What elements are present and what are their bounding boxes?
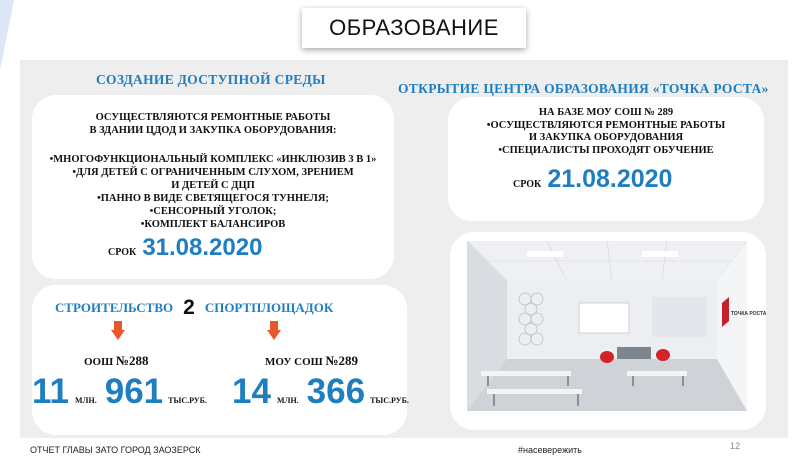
left-section-heading: СОЗДАНИЕ ДОСТУПНОЙ СРЕДЫ xyxy=(96,72,326,87)
mln-label: МЛН. xyxy=(276,396,299,405)
deadline-label: СРОК xyxy=(513,179,542,190)
equipment-list xyxy=(32,153,394,231)
construction-heading xyxy=(55,296,333,320)
amount-ths: 366 xyxy=(306,372,366,411)
deadline-label: СРОК xyxy=(108,247,137,258)
school-prefix: МОУ СОШ xyxy=(265,356,326,368)
classroom-illustration xyxy=(467,241,767,411)
list-item: •ДЛЯ ДЕТЕЙ С ОГРАНИЧЕННЫМ СЛУХОМ, ЗРЕНИЕМ xyxy=(72,167,354,178)
list-item: •СЕНСОРНЫЙ УГОЛОК; xyxy=(149,206,277,217)
mln-label: МЛН. xyxy=(75,396,97,405)
intro-text xyxy=(32,111,394,137)
footer-hashtag: #насевережить xyxy=(518,445,582,455)
info-line: •ОСУЩЕСТВЛЯЮТСЯ РЕМОНТНЫЕ РАБОТЫ xyxy=(486,119,726,131)
sports-grounds-word: СПОРТПЛОЩАДОК xyxy=(204,300,334,315)
growth-center-text xyxy=(448,107,764,157)
growth-center-card xyxy=(448,97,764,221)
school-number: №288 xyxy=(115,353,149,368)
construction-word: СТРОИТЕЛЬСТВО xyxy=(55,300,174,315)
construction-count: 2 xyxy=(183,296,195,319)
deadline-date: 31.08.2020 xyxy=(142,234,263,261)
amount-289 xyxy=(232,372,409,412)
school-name-289 xyxy=(265,353,358,369)
right-deadline xyxy=(513,165,672,194)
arrow-down-icon xyxy=(111,321,125,341)
amount-mln: 14 xyxy=(232,372,271,411)
info-line: И ЗАКУПКА ОБОРУДОВАНИЯ xyxy=(528,132,684,143)
page-number: 12 xyxy=(730,441,741,451)
footer-report-title: ОТЧЕТ ГЛАВЫ ЗАТО ГОРОД ЗАОЗЕРСК xyxy=(30,445,201,455)
school-prefix: ООШ xyxy=(84,356,116,368)
ths-label: ТЫС.РУБ. xyxy=(168,396,207,405)
ths-label: ТЫС.РУБ. xyxy=(370,396,409,405)
amount-mln: 11 xyxy=(32,372,69,411)
school-number: №289 xyxy=(325,353,359,368)
amount-288 xyxy=(32,372,207,412)
intro-line: В ЗДАНИИ ЦДОД И ЗАКУПКА ОБОРУДОВАНИЯ: xyxy=(89,125,337,136)
deadline-date: 21.08.2020 xyxy=(547,165,673,193)
school-name-288 xyxy=(84,353,149,369)
amount-ths: 961 xyxy=(104,372,164,411)
list-item: •МНОГОФУНКЦИОНАЛЬНЫЙ КОМПЛЕКС «ИНКЛЮЗИВ 3 В 1» xyxy=(49,154,377,165)
growth-point-logo: ТОЧКА РОСТА xyxy=(731,311,767,317)
list-item: •КОМПЛЕКТ БАЛАНСИРОВ xyxy=(140,219,286,230)
list-item: •ПАННО В ВИДЕ СВЕТЯЩЕГОСЯ ТУННЕЛЯ; xyxy=(97,193,329,204)
corner-decoration xyxy=(0,0,14,70)
classroom-photo xyxy=(467,241,767,411)
right-section-heading: ОТКРЫТИЕ ЦЕНТРА ОБРАЗОВАНИЯ «ТОЧКА РОСТА» xyxy=(398,81,769,96)
page-title: ОБРАЗОВАНИЕ xyxy=(302,8,526,48)
left-deadline xyxy=(108,234,262,262)
info-line: НА БАЗЕ МОУ СОШ № 289 xyxy=(538,107,674,118)
info-line: •СПЕЦИАЛИСТЫ ПРОХОДЯТ ОБУЧЕНИЕ xyxy=(498,144,714,156)
list-item: И ДЕТЕЙ С ДЦП xyxy=(171,180,255,191)
accessible-environment-card xyxy=(32,95,394,279)
arrow-down-icon xyxy=(267,321,281,341)
intro-line: ОСУЩЕСТВЛЯЮТСЯ РЕМОНТНЫЕ РАБОТЫ xyxy=(95,112,331,123)
